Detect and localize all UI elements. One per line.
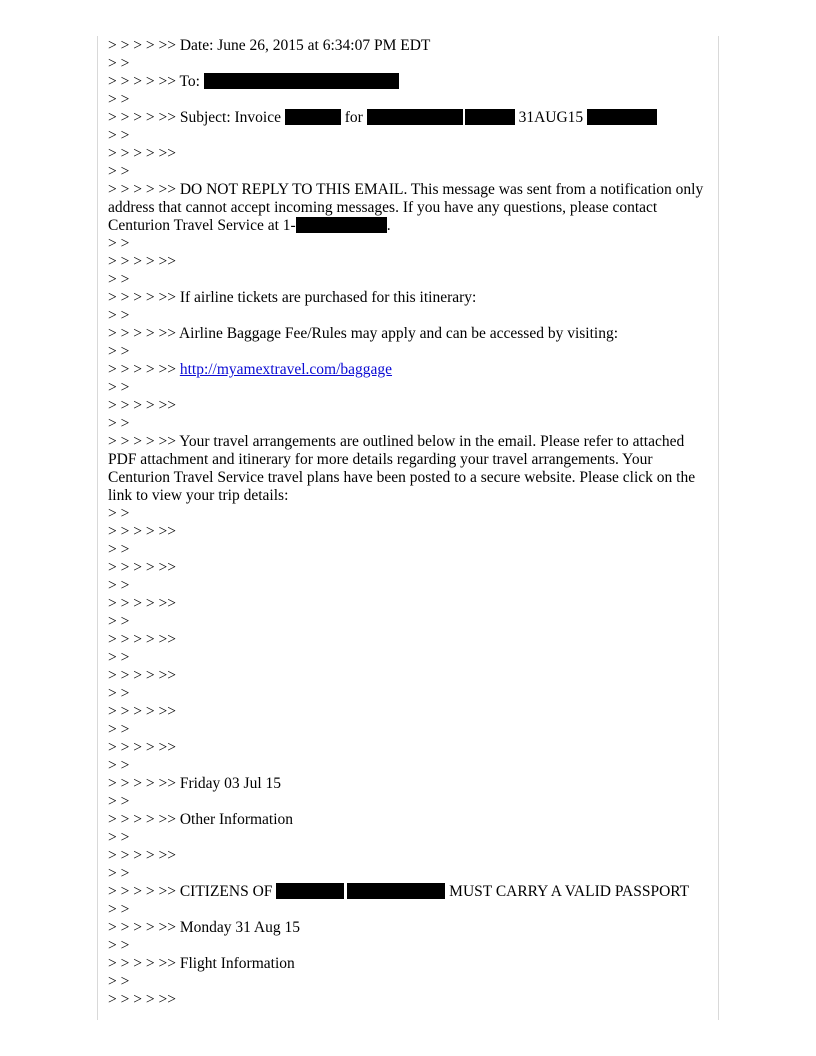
quote-marker: > > <box>108 541 130 558</box>
quote-marker-empty: > > > > >> <box>108 145 176 162</box>
quote-marker: > > <box>108 973 130 990</box>
redaction-block <box>204 73 399 89</box>
other-info-line: > > > > >> Other Information <box>108 811 294 828</box>
quote-marker: > > <box>108 307 130 324</box>
flight-info-line: > > > > >> Flight Information <box>108 955 295 972</box>
redaction-block <box>367 109 463 125</box>
citizens-prefix: > > > > >> CITIZENS OF <box>108 883 277 900</box>
quote-marker-empty: > > > > >> <box>108 631 176 648</box>
baggage-line: > > > > >> Airline Baggage Fee/Rules may apply and can be accessed by visiting: <box>108 325 619 342</box>
quote-marker: > > <box>108 505 130 522</box>
quote-marker: > > <box>108 829 130 846</box>
quote-marker: > > <box>108 901 130 918</box>
quote-marker: > > <box>108 721 130 738</box>
quote-marker: > > <box>108 937 130 954</box>
redaction-block <box>276 883 344 899</box>
email-body <box>108 37 714 1009</box>
quote-marker: > > <box>108 415 130 432</box>
quote-marker-empty: > > > > >> <box>108 559 176 576</box>
subject-line <box>108 109 714 127</box>
notice-text: > > > > >> DO NOT REPLY TO THIS EMAIL. This message was sent from a notification only address that cannot accept incoming messages. If you have any questions, please contact Centurion Travel Service at 1- <box>108 181 708 234</box>
quote-marker: > > <box>108 865 130 882</box>
quote-marker: > > <box>108 757 130 774</box>
quote-marker-empty: > > > > >> <box>108 703 176 720</box>
subject-code-text: 31AUG15 <box>514 109 588 126</box>
quote-marker: > > <box>108 91 130 108</box>
quote-marker: > > <box>108 685 130 702</box>
friday-line: > > > > >> Friday 03 Jul 15 <box>108 775 282 792</box>
quote-marker: > > <box>108 127 130 144</box>
quote-marker-empty: > > > > >> <box>108 991 176 1008</box>
quote-marker-empty: > > > > >> <box>108 253 176 270</box>
quote-marker-empty: > > > > >> <box>108 397 176 414</box>
quote-marker: > > <box>108 55 130 72</box>
quote-marker-empty: > > > > >> <box>108 667 176 684</box>
quote-marker: > > <box>108 235 130 252</box>
quote-marker-empty: > > > > >> <box>108 595 176 612</box>
baggage-link-line <box>108 361 714 379</box>
redaction-block <box>347 883 445 899</box>
quote-marker: > > <box>108 649 130 666</box>
notice-paragraph <box>108 181 714 235</box>
redaction-block <box>465 109 515 125</box>
to-line <box>108 73 714 91</box>
quote-marker: > > <box>108 379 130 396</box>
quote-marker-empty: > > > > >> <box>108 523 176 540</box>
quote-marker-empty: > > > > >> <box>108 847 176 864</box>
redaction-block <box>587 109 657 125</box>
baggage-link[interactable]: http://myamextravel.com/baggage <box>179 361 393 378</box>
redaction-block <box>285 109 341 125</box>
to-label: > > > > >> To: <box>108 73 204 90</box>
quote-marker: > > <box>108 271 130 288</box>
quote-marker-empty: > > > > >> <box>108 739 176 756</box>
link-prefix: > > > > >> <box>108 361 180 378</box>
quote-marker: > > <box>108 793 130 810</box>
tickets-line: > > > > >> If airline tickets are purchased for this itinerary: <box>108 289 477 306</box>
quote-marker: > > <box>108 163 130 180</box>
citizens-line <box>108 883 714 901</box>
citizens-suffix: MUST CARRY A VALID PASSPORT <box>445 883 690 900</box>
subject-for-text: for <box>340 109 367 126</box>
date-line: > > > > >> Date: June 26, 2015 at 6:34:07 PM EDT <box>108 37 431 54</box>
notice-end: . <box>386 217 391 234</box>
quote-marker: > > <box>108 577 130 594</box>
quote-marker: > > <box>108 343 130 360</box>
arrangements-paragraph: > > > > >> Your travel arrangements are outlined below in the email. Please refer to attached PDF attachment and itinerary for more details regarding your travel arrangements. Your Centurion Travel Service travel plans have been posted to a secure website. Please click on the link to view your trip details: <box>108 433 699 504</box>
redaction-block <box>296 217 387 233</box>
monday-line: > > > > >> Monday 31 Aug 15 <box>108 919 300 936</box>
quote-marker: > > <box>108 613 130 630</box>
subject-label: > > > > >> Subject: Invoice <box>108 109 285 126</box>
